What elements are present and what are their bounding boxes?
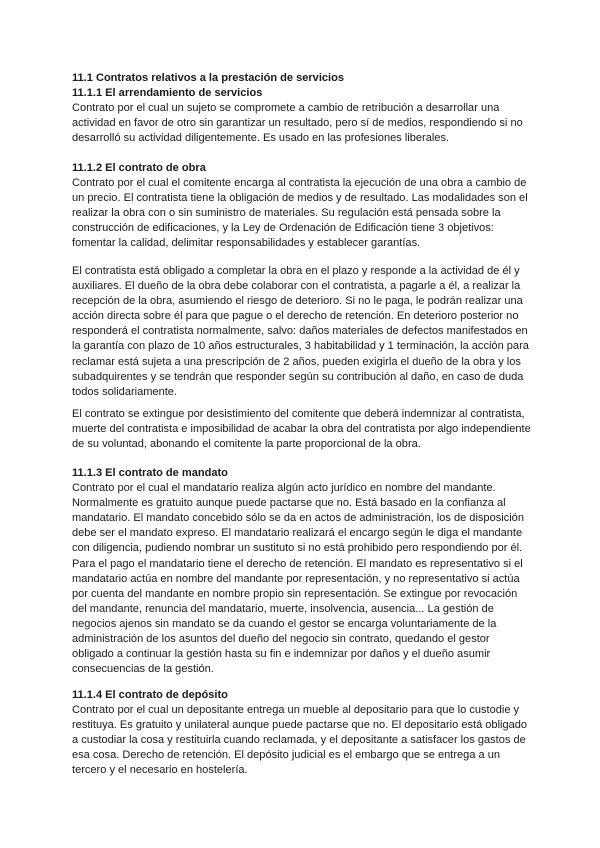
paragraph-obra-2: El contratista está obligado a completar la obra en el plazo y responde a la actividad de él y auxiliares. El dueño de la obra debe colaborar con el contratista, a pagarle a él, a realizar la recepción de la obra, asumiendo el riesgo de deterioro. Si no le paga, le podrán realizar una acción directa sobre él para que pague o el derecho de retención. En deterioro posterior no responderá el contratista normalmente, salvo: daños materiales de defectos manifestados en la garantía con plazo de 10 años estructurales, 3 habitabilidad y 1 terminación, la acción para reclamar está sujeta a una prescripción de 2 años, pueden exigirla el dueño de la obra y los subadquirentes y se tendrán que responder según su contribución al daño, en caso de duda todos solidariamente. [72, 265, 529, 398]
paragraph-deposito: Contrato por el cual un depositante entrega un mueble al depositario para que lo custodie y restituya. Es gratuito y unilateral aunque puede pactarse que no. El depositario está obligado a custodiar la cosa y restituirla cuando reclamada, y el depositante a satisfacer los gastos de esa cosa. Derecho de retención. El depósito judicial es el embargo que se entrega a un tercero y el necesario en hostelería. [72, 704, 528, 777]
section-heading-deposito: 11.1.4 El contrato de depósito [72, 689, 228, 701]
section-contrato-obra [72, 161, 532, 252]
section-obra-paragraph-3 [72, 407, 532, 452]
section-contrato-mandato [72, 466, 532, 677]
section-main-heading-block [72, 71, 532, 146]
section-obra-paragraph-2 [72, 264, 532, 400]
section-heading-mandato: 11.1.3 El contrato de mandato [72, 467, 228, 479]
document-title: 11.1 Contratos relativos a la prestación de servicios [72, 72, 344, 84]
section-heading-obra: 11.1.2 El contrato de obra [72, 162, 206, 174]
paragraph-obra-1: Contrato por el cual el comitente encarga al contratista la ejecución de una obra a cambio de un precio. El contratista tiene la obligación de medios y de resultado. Las modalidades son el realizar la obra con o sin suministro de materiales. Su regulación está pensada sobre la construcción de edificaciones, y la Ley de Ordenación de Edificación tiene 3 objetivos: fomentar la calidad, delimitar responsabilidades y establecer garantías. [72, 177, 528, 250]
section-heading-arrendamiento: 11.1.1 El arrendamiento de servicios [72, 87, 263, 100]
section-contrato-deposito [72, 688, 532, 779]
paragraph-arrendamiento: Contrato por el cual un sujeto se compromete a cambio de retribución a desarrollar una actividad en favor de otro sin garantizar un resultado, pero sí de medios, respondiendo si no desarrolló su actividad diligentemente. Es usado en las profesiones liberales. [72, 102, 523, 145]
paragraph-obra-3: El contrato se extingue por desistimiento del comitente que deberá indemnizar al contratista, muerte del contratista e imposibilidad de acabar la obra del contratista por algo independiente de su voluntad, abonando el comitente la parte proporcional de la obra. [72, 408, 531, 451]
paragraph-mandato: Contrato por el cual el mandatario realiza algún acto jurídico en nombre del mandante. Normalmente es gratuito aunque puede pactarse que no. Está basado en la confianza al mandatario. El mandato concebido sólo se da en actos de administración, los de disposición debe ser el mandato expreso. El mandatario realizará el encargo según le diga el mandante con diligencia, pudiendo nombrar un sustituto si no está prohibido pero respondiendo por él. Para el pago el mandatario tiene el derecho de retención. El mandato es representativo si el mandatario actúa en nombre del mandante por representación, y no representativo si actúa por cuenta del mandante en nombre propio sin representación. Se extingue por revocación del mandante, renuncia del mandatario, muerte, insolvencia, ausencia... La gestión de negocios ajenos sin mandato se da cuando el gestor se encarga voluntariamente de la administración de los asuntos del dueño del negocio sin contrato, quedando el gestor obligado a continuar la gestión hasta su fin e indemnizar por daños y el dueño asumir consecuencias de la gestión. [72, 482, 524, 676]
